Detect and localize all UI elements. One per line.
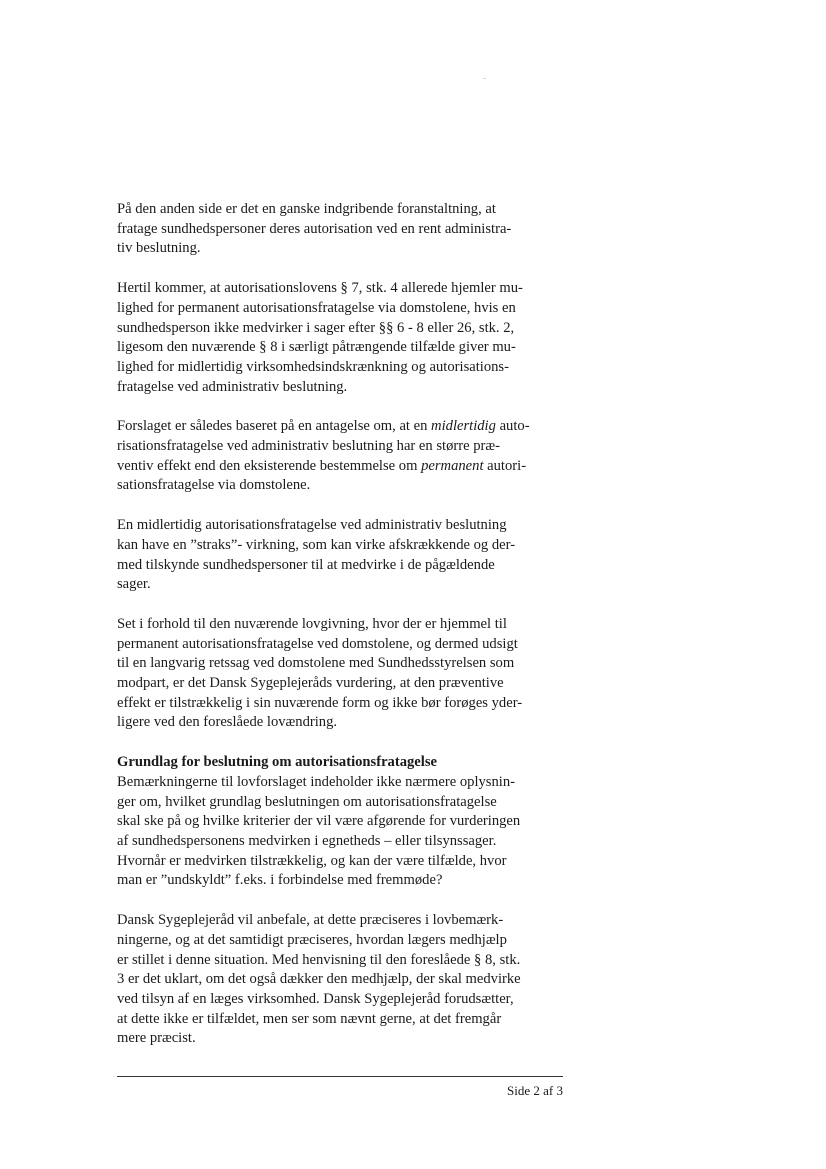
letter-body <box>117 200 567 1069</box>
body-paragraph <box>117 911 567 1049</box>
section-paragraph <box>117 753 567 891</box>
page-number: Side 2 af 3 <box>507 1083 563 1098</box>
body-paragraph <box>117 417 567 496</box>
text-line: sationsfratagelse via domstolene. <box>117 477 311 494</box>
text-line: Dansk Sygeplejeråd vil anbefale, at dette præciseres i lovbemærk- <box>117 912 504 929</box>
text-line: En midlertidig autorisationsfratagelse ved administrativ beslutning <box>117 517 507 534</box>
text-line: ligesom den nuværende § 8 i særligt påtrængende tilfælde giver mu- <box>117 339 516 356</box>
text-line: lighed for midlertidig virksomhedsindskrænkning og autorisations- <box>117 358 509 375</box>
text-line: tiv beslutning. <box>117 240 201 257</box>
scan-speck <box>483 78 486 79</box>
text-line: fratagelse ved administrativ beslutning. <box>117 378 348 395</box>
body-paragraph <box>117 279 567 397</box>
text-line: permanent autorisationsfratagelse ved domstolene, og dermed udsigt <box>117 635 518 652</box>
text-line: af sundhedspersonens medvirken i egnetheds – eller tilsynssager. <box>117 832 497 849</box>
text-line: modpart, er det Dansk Sygeplejeråds vurdering, at den præventive <box>117 675 504 692</box>
text-line: sundhedsperson ikke medvirker i sager efter §§ 6 - 8 eller 26, stk. 2, <box>117 319 515 336</box>
body-paragraph <box>117 615 567 733</box>
text-line: ningerne, og at det samtidigt præciseres, hvordan lægers medhjælp <box>117 931 507 948</box>
text-line: lighed for permanent autorisationsfratagelse via domstolene, hvis en <box>117 299 516 316</box>
text-line: fratage sundhedspersoner deres autorisation ved en rent administra- <box>117 220 512 237</box>
text-line: at dette ikke er tilfældet, men ser som nævnt gerne, at det fremgår <box>117 1010 502 1027</box>
text-line: 3 er det uklart, om det også dækker den medhjælp, der skal medvirke <box>117 971 521 988</box>
text-line <box>117 457 567 477</box>
section-heading: Grundlag for beslutning om autorisationsfratagelse <box>117 754 437 771</box>
text-line: ligere ved den foreslåede lovændring. <box>117 714 338 731</box>
body-paragraph <box>117 516 567 595</box>
text-line: ger om, hvilket grundlag beslutningen om autorisationsfratagelse <box>117 793 497 810</box>
text-line: kan have en ”straks”- virkning, som kan virke afskrækkende og der- <box>117 536 516 553</box>
text-line: ved tilsyn af en læges virksomhed. Dansk Sygeplejeråd forudsætter, <box>117 990 514 1007</box>
text-run: autori- <box>483 457 527 474</box>
text-line: til en langvarig retssag ved domstolene med Sundhedsstyrelsen som <box>117 655 515 672</box>
text-line: Hvornår er medvirken tilstrækkelig, og kan der være tilfælde, hvor <box>117 852 507 869</box>
text-line: skal ske på og hvilke kriterier der vil være afgørende for vurderingen <box>117 813 521 830</box>
footer-divider <box>117 1076 563 1077</box>
text-run: auto- <box>495 418 530 435</box>
text-run: ventiv effekt end den eksisterende bestemmelse om <box>117 457 422 474</box>
text-line: man er ”undskyldt” f.eks. i forbindelse med fremmøde? <box>117 872 443 889</box>
text-line: På den anden side er det en ganske indgribende foranstaltning, at <box>117 201 496 217</box>
text-line: er stillet i denne situation. Med henvisning til den foreslåede § 8, stk. <box>117 951 521 968</box>
text-run: Forslaget er således baseret på en antagelse om, at en <box>117 418 432 435</box>
emphasized-word: permanent <box>421 457 484 474</box>
text-line: Hertil kommer, at autorisationslovens § 7, stk. 4 allerede hjemler mu- <box>117 280 523 297</box>
text-line: sager. <box>117 576 151 593</box>
text-line: risationsfratagelse ved administrativ beslutning har en større præ- <box>117 438 500 455</box>
text-line: med tilskynde sundhedspersoner til at medvirke i de pågældende <box>117 556 495 573</box>
text-line: mere præcist. <box>117 1030 196 1047</box>
text-line: effekt er tilstrækkelig i sin nuværende form og ikke bør forøges yder- <box>117 694 523 711</box>
text-line <box>117 417 567 437</box>
emphasized-word: midlertidig <box>431 418 496 435</box>
text-line: Bemærkningerne til lovforslaget indeholder ikke nærmere oplysnin- <box>117 773 515 790</box>
text-line: Set i forhold til den nuværende lovgivning, hvor der er hjemmel til <box>117 615 507 632</box>
body-paragraph <box>117 200 567 259</box>
